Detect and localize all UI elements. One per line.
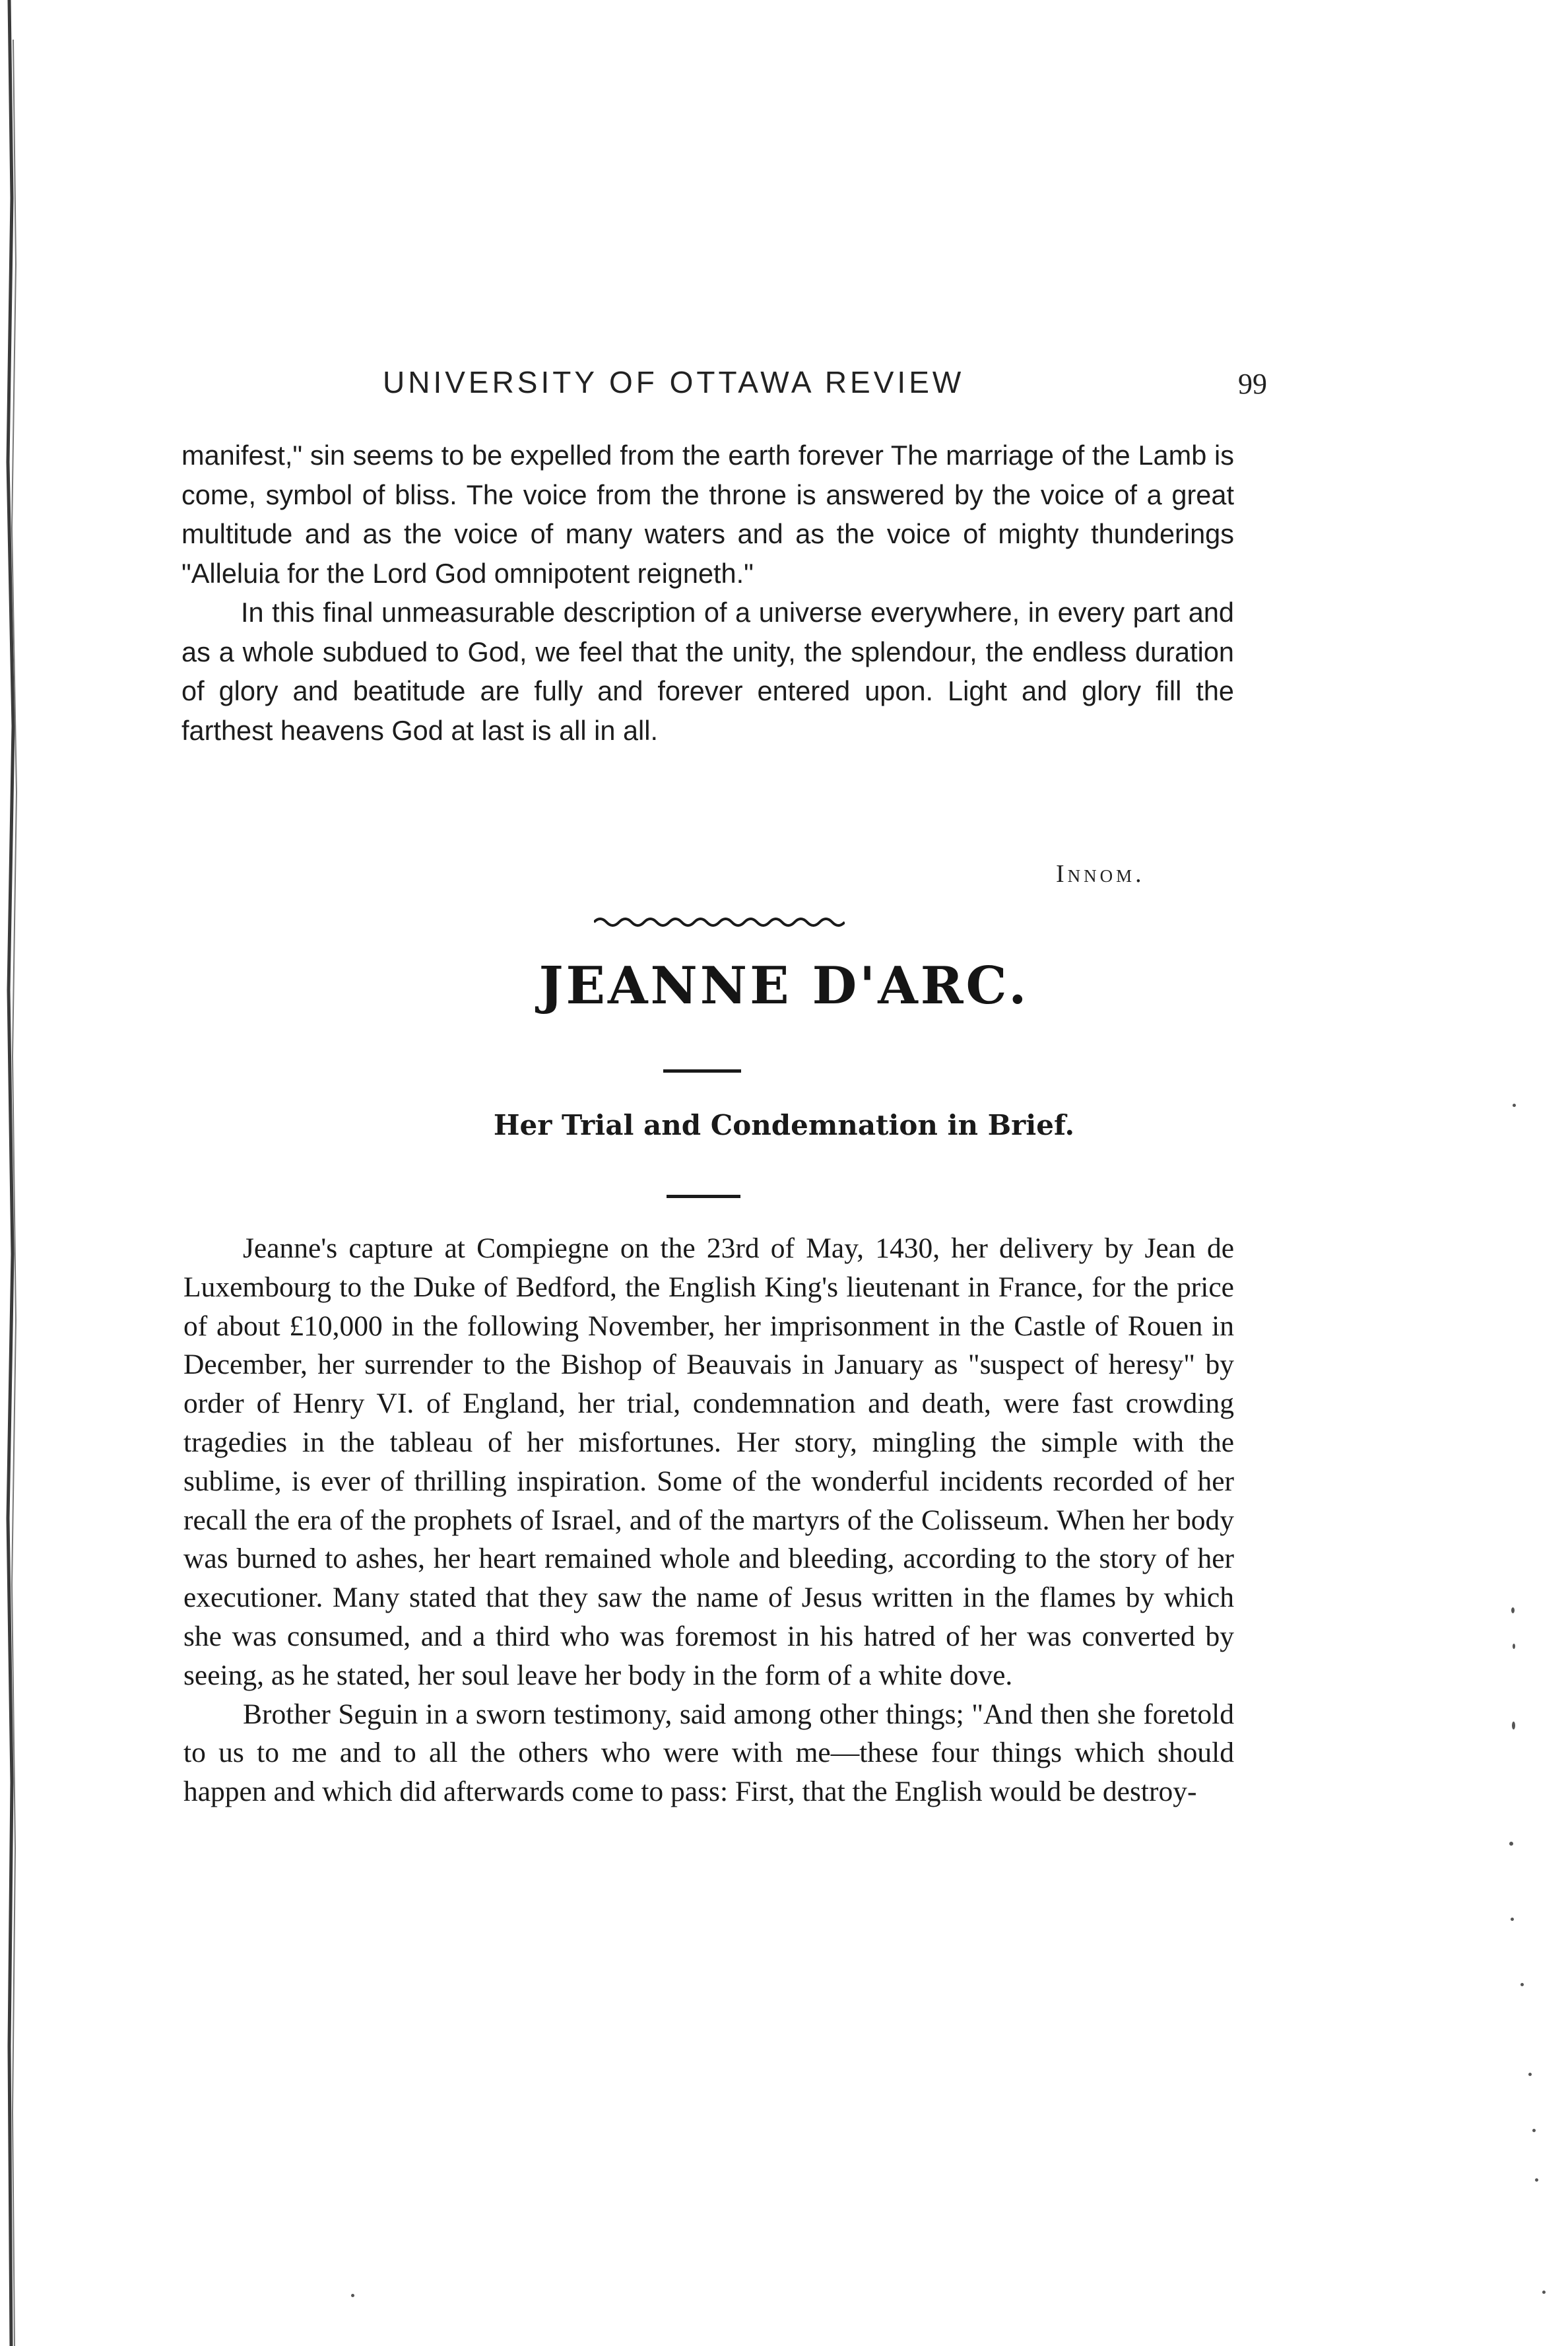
margin-speck	[1512, 1722, 1515, 1729]
essay-conclusion	[181, 436, 1234, 750]
article-body	[183, 1229, 1234, 1811]
title-rule	[663, 1069, 741, 1073]
page-binding-edge	[0, 0, 79, 2346]
essay-paragraph: In this final unmeasurable description of a universe everywhere, in every part and as a whole subdued to God, we feel that the unity, the splendour, the endless duration of glory and beatitude are fully and forever entered upon. Light and glory fill the farthest heavens God at last is all in all.	[181, 597, 1234, 746]
essay-paragraph: manifest," sin seems to be expelled from the earth forever The marriage of the Lamb is come, symbol of bliss. The voice from the throne is answered by the voice of a great multitude and as the voice of many waters and as the voice of mighty thunderings "Alleluia for the Lord God omnipotent reigneth."	[181, 440, 1234, 589]
margin-speck	[1535, 2178, 1538, 2182]
margin-speck	[1509, 1842, 1513, 1846]
article-paragraph: Jeanne's capture at Compiegne on the 23rd of May, 1430, her delivery by Jean de Luxembourg to the Duke of Bedford, the English King's lieutenant in France, for the price of about £10,000 in the following November, her imprisonment in the Castle of Rouen in December, her surrender to the Bishop of Beauvais in January as "suspect of heresy" by order of Henry VI. of England, her trial, condemnation and death, were fast crowding tragedies in the tableau of her misfortunes. Her story, mingling the simple with the sublime, is ever of thrilling inspiration. Some of the wonderful incidents recorded of her recall the era of the prophets of Israel, and of the martyrs of the Colisseum. When her body was burned to ashes, her heart remained whole and bleeding, according to the story of her executioner. Many stated that they saw the name of Jesus written in the flames by which she was consumed, and a third who was foremost in his hatred of her was converted by seeing, as he stated, her soul leave her body in the form of a white dove.	[183, 1232, 1234, 1691]
author-signature: Innom.	[1056, 860, 1145, 888]
wavy-section-divider	[594, 914, 845, 930]
running-header	[383, 364, 1267, 417]
subtitle-rule	[667, 1195, 740, 1198]
margin-speck	[1513, 1644, 1515, 1649]
margin-speck	[1528, 2073, 1532, 2076]
margin-speck	[1520, 1983, 1524, 1986]
article-title: JEANNE D'ARC.	[539, 956, 1029, 1016]
article-subtitle: Her Trial and Condemnation in Brief.	[493, 1109, 1075, 1141]
page-number: 99	[1238, 368, 1267, 400]
margin-speck	[1511, 1918, 1514, 1921]
margin-speck	[1542, 2291, 1546, 2294]
margin-speck	[1511, 1607, 1515, 1613]
margin-speck	[1532, 2129, 1536, 2132]
margin-speck	[1513, 1104, 1516, 1107]
article-paragraph: Brother Seguin in a sworn testimony, said among other things; "And then she foretold to us to me and to all the others who were with me—these four things which should happen and which did afterwards come to pass: First, that the English would be destroy-	[183, 1698, 1234, 1808]
running-title: UNIVERSITY OF OTTAWA REVIEW	[383, 365, 965, 399]
margin-speck	[351, 2294, 354, 2297]
